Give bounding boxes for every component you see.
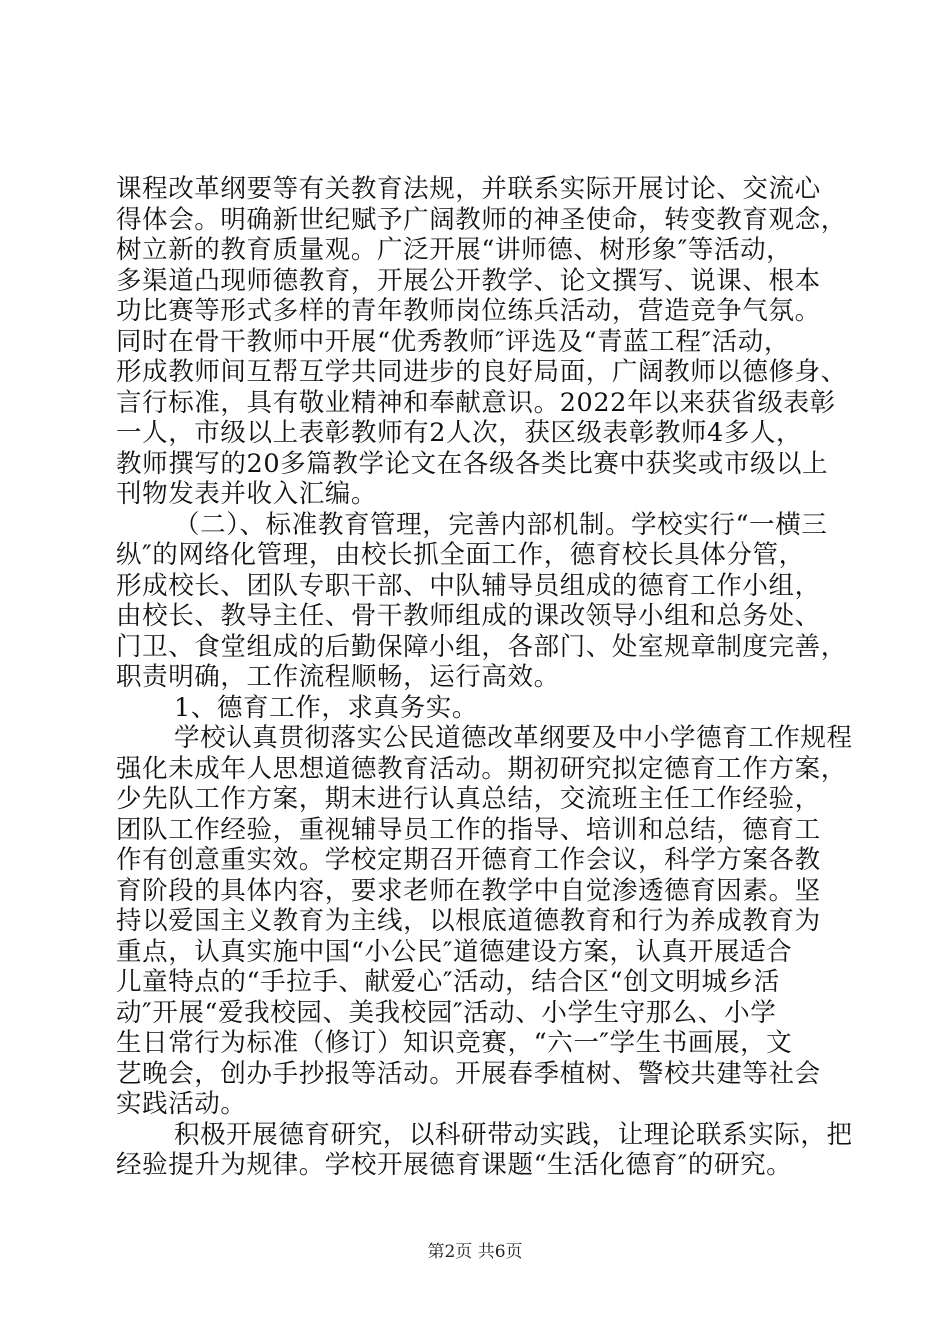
text-line: 儿童特点的“手拉手、献爱心″活动，结合区“创文明城乡活 bbox=[116, 967, 780, 997]
text-line: 课程改革纲要等有关教育法规，并联系实际开展讨论、交流心 bbox=[116, 174, 821, 204]
text-line: 育阶段的具体内容，要求老师在教学中自觉渗透德育因素。坚 bbox=[116, 875, 821, 906]
page-footer bbox=[0, 1241, 950, 1263]
text-line: 多渠道凸现师德教育，开展公开教学、论文撰写、说课、根本 bbox=[116, 265, 821, 296]
text-line: 刊物发表并收入汇编。 bbox=[116, 479, 378, 509]
text-line: 作有创意重实效。学校定期召开德育工作会议，科学方案各教 bbox=[116, 845, 821, 875]
text-line: 形成校长、团队专职干部、中队辅导员组成的德育工作小组， bbox=[116, 570, 821, 601]
text-line: 功比赛等形式多样的青年教师岗位练兵活动，营造竞争气氛。 bbox=[116, 296, 821, 326]
text-line: 动″开展“爱我校园、美我校园″活动、小学生守那么、小学 bbox=[116, 997, 777, 1028]
text-line: 同时在骨干教师中开展“优秀教师″评选及“青蓝工程″活动， bbox=[116, 326, 790, 357]
text-line: 职责明确，工作流程顺畅，运行高效。 bbox=[116, 662, 560, 692]
page-number: 第2页 共6页 bbox=[427, 1242, 523, 1262]
text-line: 实践活动。 bbox=[116, 1089, 247, 1119]
text-line: 得体会。明确新世纪赋予广阔教师的神圣使命，转变教育观念， bbox=[116, 204, 847, 235]
text-line: 树立新的教育质量观。广泛开展“讲师德、树形象″等活动， bbox=[116, 235, 793, 265]
section-heading-line: （二）、标准教育管理，完善内部机制。学校实行“一横三 bbox=[174, 509, 828, 540]
text-line: 重点，认真实施中国“小公民″道德建设方案，认真开展适合 bbox=[116, 936, 793, 967]
text-line: 门卫、食堂组成的后勤保障小组，各部门、处室规章制度完善， bbox=[116, 631, 847, 662]
text-line: 少先队工作方案，期末进行认真总结，交流班主任工作经验， bbox=[116, 784, 821, 814]
text-line: 积极开展德育研究，以科研带动实践，让理论联系实际，把 bbox=[174, 1119, 853, 1150]
text-line: 团队工作经验，重视辅导员工作的指导、培训和总结，德育工 bbox=[116, 814, 821, 845]
text-line: 由校长、教导主任、骨干教师组成的课改领导小组和总务处、 bbox=[116, 601, 821, 631]
text-line: 经验提升为规律。学校开展德育课题“生活化德育″的研究。 bbox=[116, 1150, 793, 1180]
text-line: 持以爱国主义教育为主线，以根底道德教育和行为养成教育为 bbox=[116, 906, 821, 936]
text-line: 学校认真贯彻落实公民道德改革纲要及中小学德育工作规程 bbox=[174, 723, 853, 753]
text-line: 强化未成年人思想道德教育活动。期初研究拟定德育工作方案， bbox=[116, 753, 847, 784]
text-line: 言行标准，具有敬业精神和奉献意识。2022年以来获省级表彰 bbox=[116, 387, 836, 418]
text-line: 形成教师间互帮互学共同进步的良好局面，广阔教师以德修身、 bbox=[116, 357, 847, 387]
text-line: 教师撰写的20多篇教学论文在各级各类比赛中获奖或市级以上 bbox=[116, 448, 829, 479]
subsection-heading-line: 1、德育工作，求真务实。 bbox=[174, 692, 478, 723]
document-body bbox=[116, 174, 853, 1181]
text-line: 艺晚会，创办手抄报等活动。开展春季植树、警校共建等社会 bbox=[116, 1058, 821, 1089]
text-line: 一人，市级以上表彰教师有2人次，获区级表彰教师4多人， bbox=[116, 418, 803, 448]
text-line: 生日常行为标准（修订）知识竞赛，“六一″学生书画展，文 bbox=[116, 1028, 793, 1058]
text-line: 纵″的网络化管理，由校长抓全面工作，德育校长具体分管， bbox=[116, 540, 805, 570]
